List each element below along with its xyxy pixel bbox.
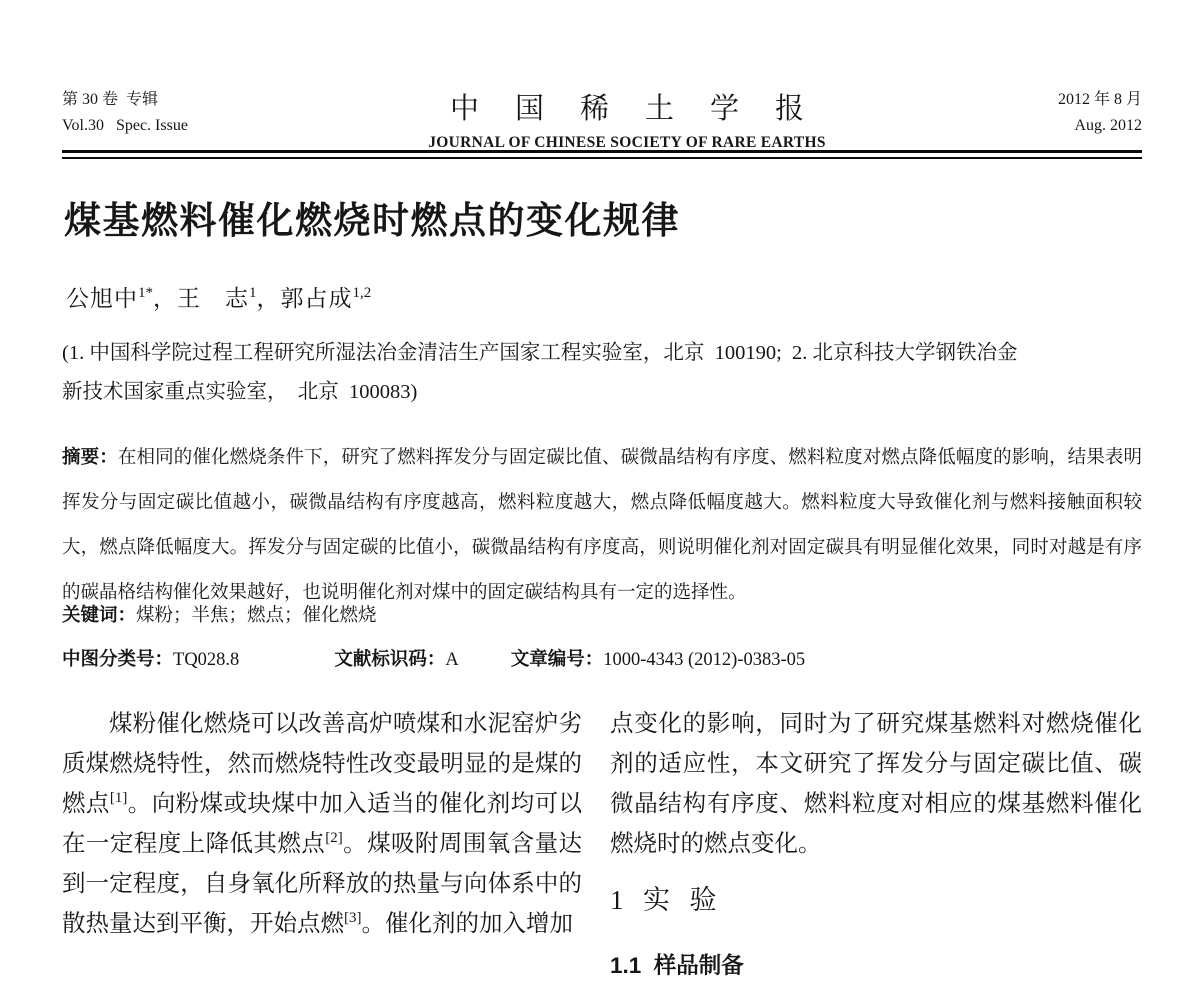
doc-code-value: A	[445, 650, 459, 670]
doc-code-group	[334, 645, 458, 671]
clc-label: 中图分类号：	[62, 648, 174, 669]
journal-title-block	[262, 86, 992, 152]
journal-header	[62, 86, 1142, 152]
intro-paragraph	[62, 704, 582, 944]
doc-code-label: 文献标识码：	[334, 648, 446, 669]
author-name: 公旭中	[66, 286, 138, 311]
issue-date-cn: 2012 年 8 月	[1057, 91, 1142, 108]
author-name: 郭占成	[280, 286, 353, 311]
citation-ref: [1]	[109, 790, 128, 806]
journal-title-cn: 中国稀土学报	[449, 93, 840, 125]
section-heading-experiment: 1 实 验	[610, 885, 719, 915]
article-title: 煤基燃料催化燃烧时燃点的变化规律	[64, 200, 680, 241]
keywords-line	[62, 601, 1142, 627]
keywords-text: 煤粉；半焦；燃点；催化燃烧	[136, 606, 377, 626]
author-affil-mark: 1*	[138, 285, 153, 301]
paragraph-text: 。煤吸附周围氧含量达到一定程度，自身氧化所释放的热量与向体系中的散热量达到平衡，开始点燃	[62, 831, 583, 937]
keywords-label: 关键词：	[62, 604, 137, 625]
continued-paragraph: 点变化的影响，同时为了研究煤基燃料对燃烧催化剂的适应性，本文研究了挥发分与固定碳比值、碳微晶结构有序度、燃料粒度对相应的煤基燃料催化燃烧时的燃点变化。	[610, 711, 1142, 857]
abstract-label: 摘要：	[62, 446, 118, 467]
header-volume-block	[62, 86, 262, 135]
citation-ref: [2]	[325, 830, 343, 846]
paragraph-text: 煤粉催化燃烧可以改善高炉喷煤和水泥窑炉劣质煤燃烧特性，然而燃烧特性改变最明显的是煤的燃点	[62, 711, 582, 817]
paragraph-text: 。催化剂的加入增加	[361, 911, 573, 937]
affiliation-block	[62, 334, 1144, 412]
author-line	[66, 280, 1066, 313]
article-no-value: 1000-4343 (2012)-0383-05	[603, 650, 806, 670]
clc-value: TQ028.8	[173, 650, 240, 670]
author-affil-mark: 1	[249, 285, 257, 301]
clc-group	[62, 645, 239, 671]
author-separator: ，	[153, 286, 177, 311]
citation-ref: [3]	[344, 910, 362, 926]
header-divider-rule	[62, 150, 1142, 159]
author-affil-mark: 1,2	[352, 285, 372, 301]
article-no-group	[511, 645, 805, 671]
abstract-paragraph	[62, 434, 1142, 616]
body-column-right	[610, 704, 1142, 986]
header-date-block	[992, 86, 1142, 135]
issue-date-en: Aug. 2012	[1074, 117, 1142, 134]
body-column-left	[62, 704, 582, 944]
classification-line	[62, 645, 1142, 671]
abstract-text: 在相同的催化燃烧条件下，研究了燃料挥发分与固定碳比值、碳微晶结构有序度、燃料粒度对燃点降低幅度的影响，结果表明挥发分与固定碳比值越小，碳微晶结构有序度越高，燃料粒度越大，燃点降低幅度越大。燃料粒度大导致催化剂与燃料接触面积较大，燃点降低幅度大。挥发分与固定碳的比值小，碳微晶结构有序度高，则说明催化剂对固定碳具有明显催化效果，同时对越是有序的碳晶格结构催化效果越好，也说明催化剂对煤中的固定碳结构具有一定的选择性。	[62, 448, 1142, 603]
author-separator: ，	[256, 286, 281, 311]
volume-cn: 第 30 卷 专辑	[62, 91, 159, 108]
affiliation-line: 新技术国家重点实验室， 北京 100083)	[62, 381, 418, 403]
article-no-label: 文章编号：	[510, 648, 604, 669]
affiliation-line: (1. 中国科学院过程工程研究所湿法冶金清洁生产国家工程实验室，北京 100190; 2. 北京科技大学钢铁冶金	[62, 342, 1018, 364]
author-name: 王 志	[177, 286, 249, 311]
paragraph-text: 。向粉煤或块煤中加入适当的催化剂均可以在一定程度上降低其燃点	[62, 791, 583, 857]
journal-title-en: JOURNAL OF CHINESE SOCIETY OF RARE EARTHS	[428, 134, 826, 151]
volume-en: Vol.30 Spec. Issue	[62, 117, 188, 134]
subsection-heading-sample-prep: 1.1 样品制备	[610, 953, 744, 978]
